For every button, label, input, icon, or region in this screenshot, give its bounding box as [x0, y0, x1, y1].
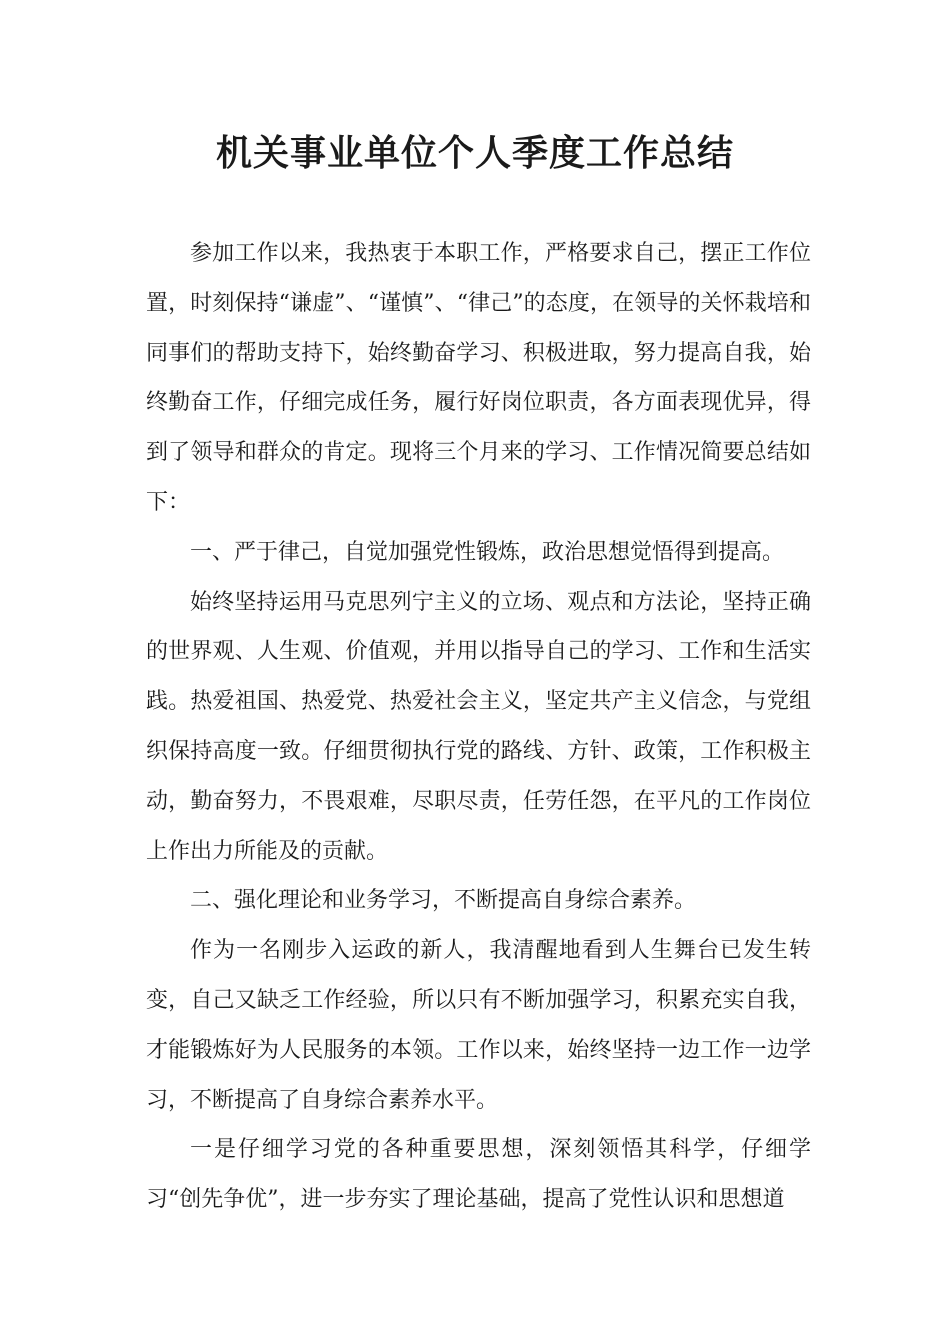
- section-heading-2: 二、强化理论和业务学习，不断提高自身综合素养。: [190, 888, 697, 914]
- document-title: 机关事业单位个人季度工作总结: [215, 133, 734, 174]
- document-body: [146, 229, 811, 1225]
- paragraph-study: 作为一名刚步入运政的新人，我清醒地看到人生舞台已发生转变，自己又缺乏工作经验，所以只有不断加强学习，积累充实自我，才能锻炼好为人民服务的本领。工作以来，始终坚持一边工作一边学习，不断提高了自身综合素养水平。: [146, 938, 811, 1113]
- section-heading-1: 一、严于律己，自觉加强党性锻炼，政治思想觉悟得到提高。: [190, 539, 785, 565]
- paragraph-political: 始终坚持运用马克思列宁主义的立场、观点和方法论，坚持正确的世界观、人生观、价值观，并用以指导自己的学习、工作和生活实践。热爱祖国、热爱党、热爱社会主义，坚定共产主义信念，与党组织保持高度一致。仔细贯彻执行党的路线、方针、政策，工作积极主动，勤奋努力，不畏艰难，尽职尽责，任劳任怨，在平凡的工作岗位上作出力所能及的贡献。: [146, 589, 811, 864]
- paragraph-point-1: 一是仔细学习党的各种重要思想，深刻领悟其科学，仔细学习“创先争优”，进一步夯实了理论基础，提高了党性认识和思想道: [146, 1137, 811, 1213]
- paragraph-intro: 参加工作以来，我热衷于本职工作，严格要求自己，摆正工作位置，时刻保持“谦虚”、“谨慎”、“律己”的态度，在领导的关怀栽培和同事们的帮助支持下，始终勤奋学习、积极进取，努力提高自我，始终勤奋工作，仔细完成任务，履行好岗位职责，各方面表现优异，得到了领导和群众的肯定。现将三个月来的学习、工作情况简要总结如下：: [146, 241, 811, 515]
